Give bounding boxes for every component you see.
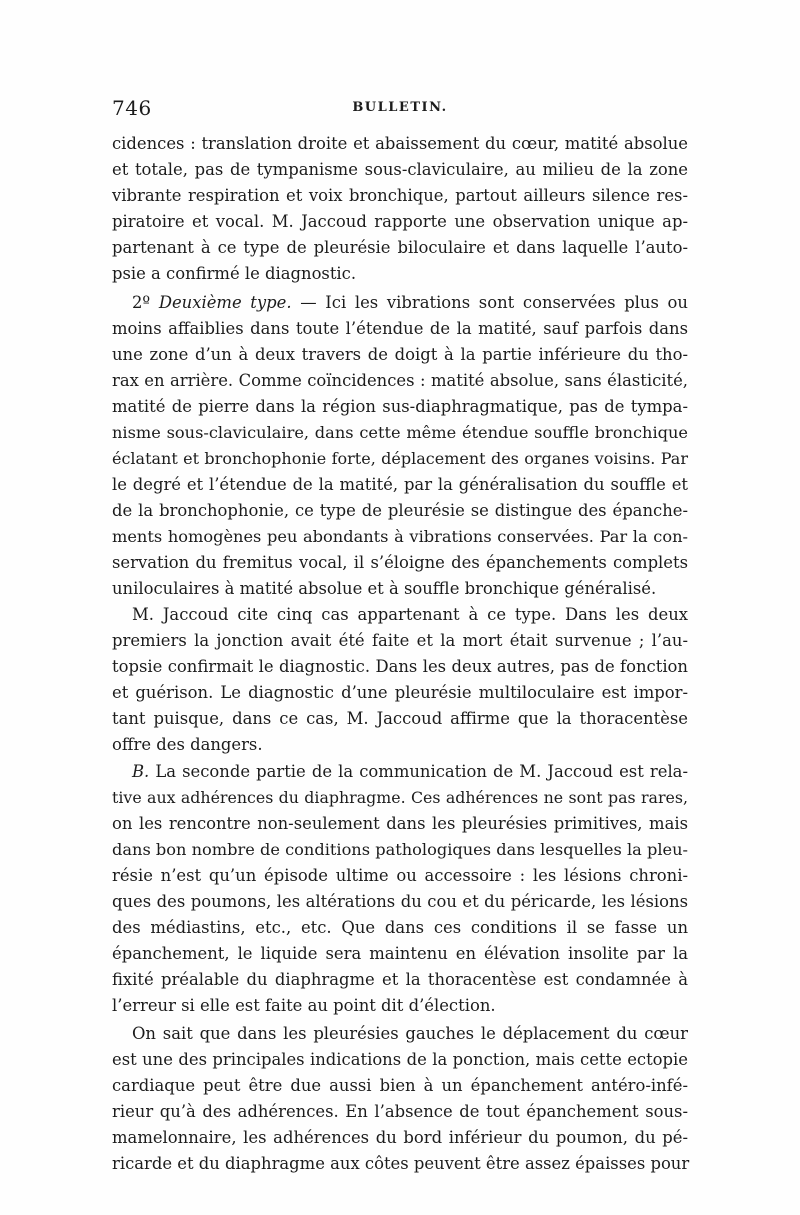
- page-number: 746: [112, 96, 152, 120]
- text-line-section-heading: 2º Deuxième type. — Ici les vibrations sont conservées plus ou: [132, 293, 688, 312]
- text-line: tant puisque, dans ce cas, M. Jaccoud affirme que la thoracentèse: [112, 709, 688, 728]
- text-line: et totale, pas de tympanisme sous-claviculaire, au milieu de la zone: [112, 160, 688, 179]
- text-line: piratoire et vocal. M. Jaccoud rapporte une observation unique ap-: [112, 212, 688, 231]
- text-line: psie a confirmé le diagnostic.: [112, 264, 357, 283]
- text-line: l’erreur si elle est faite au point dit d’élection.: [112, 996, 496, 1015]
- text-line: on les rencontre non-seulement dans les pleurésies primitives, mais: [112, 814, 688, 833]
- text-line: épanchement, le liquide sera maintenu en élévation insolite par la: [112, 944, 688, 963]
- text-line: rax en arrière. Comme coïncidences : matité absolue, sans élasticité,: [112, 371, 688, 390]
- text-line: ques des poumons, les altérations du cou et du péricarde, les lésions: [112, 892, 688, 911]
- text-line: uniloculaires à matité absolue et à souffle bronchique généralisé.: [112, 579, 657, 598]
- text-line: rieur qu’à des adhérences. En l’absence de tout épanchement sous-: [112, 1102, 688, 1121]
- text-line: matité de pierre dans la région sus-diaphragmatique, pas de tympa-: [112, 397, 688, 416]
- text-line: nisme sous-claviculaire, dans cette même étendue souffle bronchique: [112, 423, 688, 442]
- text-line: cidences : translation droite et abaissement du cœur, matité absolue: [112, 134, 688, 153]
- text-line: B. La seconde partie de la communication de M. Jaccoud est rela-: [132, 762, 688, 781]
- text-line: On sait que dans les pleurésies gauches le déplacement du cœur: [132, 1024, 688, 1043]
- text-line: partenant à ce type de pleurésie biloculaire et dans laquelle l’auto-: [112, 238, 688, 257]
- text-line: fixité préalable du diaphragme et la thoracentèse est condamnée à: [112, 970, 688, 989]
- running-head: BULLETIN.: [352, 100, 448, 115]
- text-line: moins affaiblies dans toute l’étendue de la matité, sauf parfois dans: [112, 319, 688, 338]
- text-line: ricarde et du diaphragme aux côtes peuvent être assez épaisses pour: [112, 1154, 690, 1173]
- text-line: est une des principales indications de la ponction, mais cette ectopie: [112, 1050, 688, 1069]
- text-line: premiers la jonction avait été faite et la mort était survenue ; l’au-: [112, 631, 688, 650]
- text-line: dans bon nombre de conditions pathologiques dans lesquelles la pleu-: [112, 840, 688, 859]
- text-line: une zone d’un à deux travers de doigt à la partie inférieure du tho-: [112, 345, 688, 364]
- text-line: offre des dangers.: [112, 735, 263, 754]
- text-line: ments homogènes peu abondants à vibrations conservées. Par la con-: [112, 527, 688, 546]
- text-line: tive aux adhérences du diaphragme. Ces adhérences ne sont pas rares,: [112, 788, 688, 807]
- page-header: [112, 96, 688, 126]
- text-line: éclatant et bronchophonie forte, déplacement des organes voisins. Par: [112, 449, 688, 468]
- text-line: des médiastins, etc., etc. Que dans ces conditions il se fasse un: [112, 918, 688, 937]
- text-line: vibrante respiration et voix bronchique, partout ailleurs silence res-: [112, 186, 688, 205]
- text-line: le degré et l’étendue de la matité, par la généralisation du souffle et: [112, 475, 688, 494]
- text-line: M. Jaccoud cite cinq cas appartenant à ce type. Dans les deux: [132, 605, 688, 624]
- text-line: mamelonnaire, les adhérences du bord inférieur du poumon, du pé-: [112, 1128, 688, 1147]
- text-line: servation du fremitus vocal, il s’éloigne des épanchements complets: [112, 553, 688, 572]
- text-line: de la bronchophonie, ce type de pleurésie se distingue des épanche-: [112, 501, 688, 520]
- text-line: et guérison. Le diagnostic d’une pleurésie multiloculaire est impor-: [112, 683, 688, 702]
- text-line: cardiaque peut être due aussi bien à un épanchement antéro-infé-: [112, 1076, 688, 1095]
- text-line: résie n’est qu’un épisode ultime ou accessoire : les lésions chroni-: [112, 866, 688, 885]
- text-line: topsie confirmait le diagnostic. Dans les deux autres, pas de fonction: [112, 657, 688, 676]
